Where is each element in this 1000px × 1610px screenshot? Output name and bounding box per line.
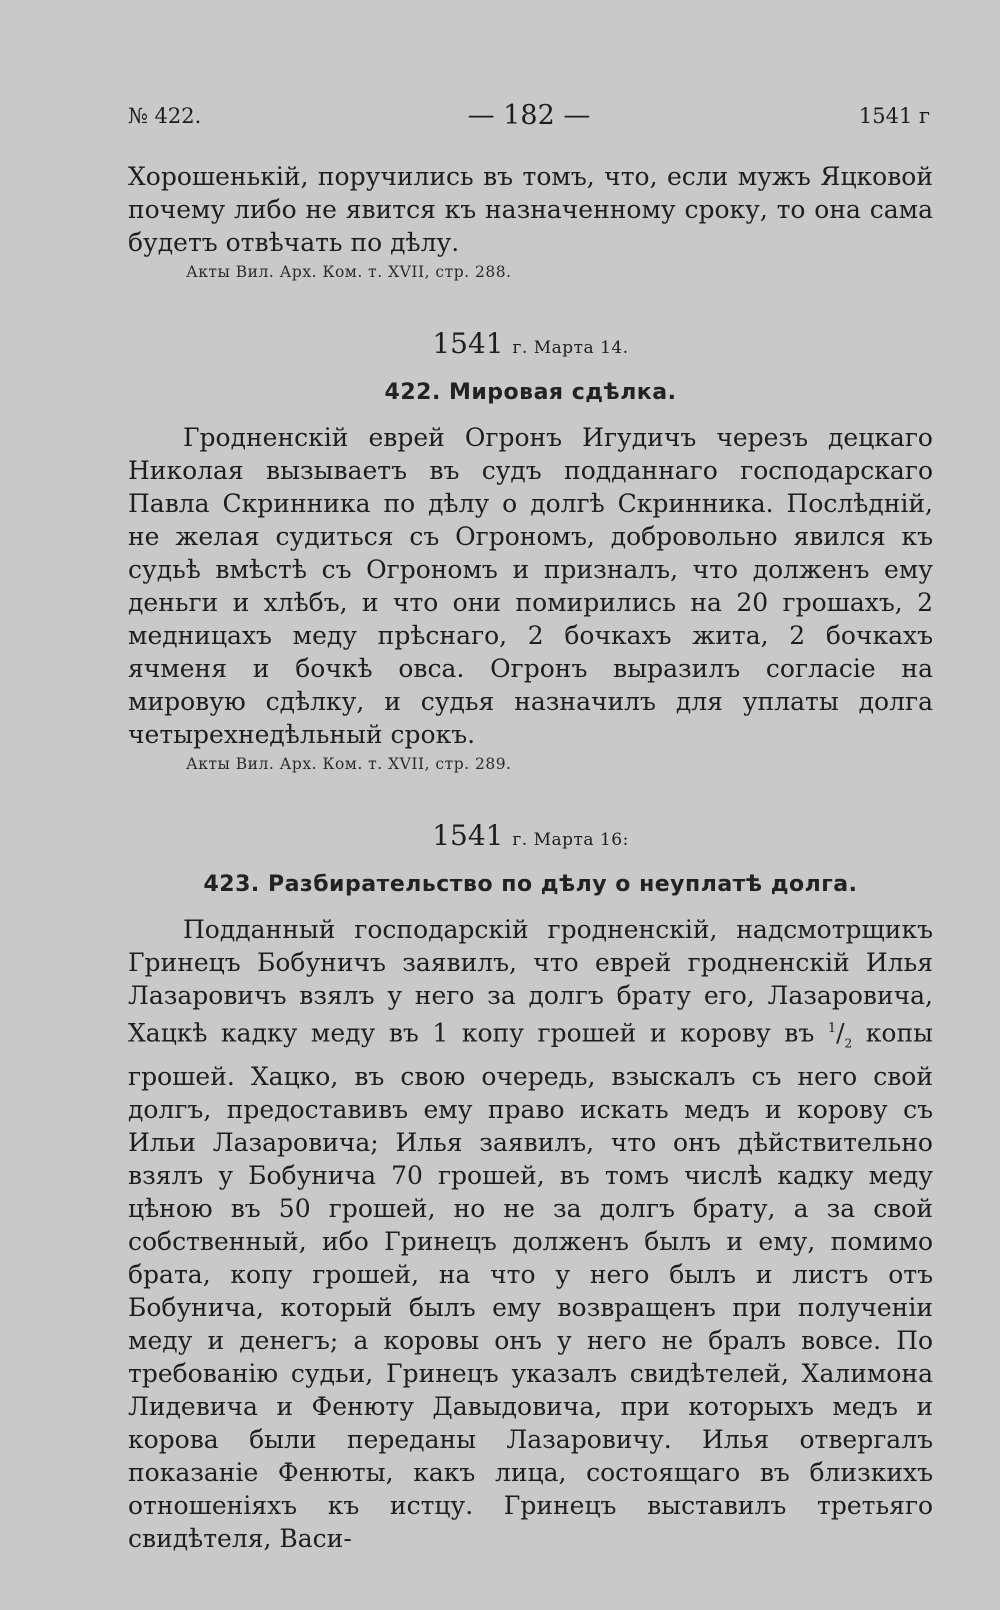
fraction-numerator: 1 (827, 1021, 837, 1036)
running-header (128, 100, 930, 138)
entry-422-citation: Акты Вил. Арх. Ком. т. XVII, стр. 289. (186, 755, 512, 773)
entry-423-text: Подданный господарскій гродненскій, надсмотрщикъ Гринецъ Бобуничъ заявилъ, что еврей гродненскій Илья Лазаровичъ взялъ у него за долгъ брату его, Лазаровича, Хацкѣ кадку меду въ 1 копу грошей и корову въ $^1/_2$ копы грошей. Хацко, въ свою очередь, взыскалъ съ него свой долгъ, предоставивъ ему право искать медъ и корову съ Ильи Лазаровича; Илья заявилъ, что онъ дѣйствительно взялъ у Бобунича 70 грошей, въ томъ числѣ кадку меду цѣною въ 50 грошей, но не за долгъ брату, а за свой собственный, ибо Гринецъ долженъ былъ и ему, помимо брата, копу грошей, на что у него былъ и листъ отъ Бобунича, который былъ ему возвращенъ при полученіи меду и денегъ; а коровы онъ у него не бралъ вовсе. По требованію судьи, Гринецъ указалъ свидѣтелей, Халимона Лидевича и Фенюту Давыдовича, при которыхъ медъ и корова были переданы Лазаровичу. Илья отвергалъ показаніе Фенюты, какъ лица, состоящаго въ близкихъ отношеніяхъ къ истцу. Гринецъ выставилъ третьяго свидѣтеля, Васи- (128, 915, 934, 1554)
entry-422-text: Гродненскій еврей Огронъ Игудичъ черезъ децкаго Николая вызываетъ въ судъ подданнаго господарскаго Павла Скринника по дѣлу о долгѣ Скринника. Послѣдній, не желая судиться съ Огрономъ, добровольно явился къ судьѣ вмѣстѣ съ Огрономъ и призналъ, что долженъ ему деньги и хлѣбъ, и что они помирились на 20 грошахъ, 2 медницахъ меду прѣснаго, 2 бочкахъ жита, 2 бочкахъ ячменя и бочкѣ овса. Огронъ выразилъ согласіе на мировую сдѣлку, и судья назначилъ для уплаты долга четырехнедѣльный срокъ. (128, 423, 933, 749)
document-number: № 422. (128, 104, 202, 128)
entry-422-year: 1541 (432, 327, 504, 360)
entry-423-day: г. Марта 16: (512, 830, 629, 850)
entry-422-date (128, 327, 933, 360)
entry-422-title: 422. Мировая сдѣлка. (384, 380, 677, 405)
entry-423-title: 423. Разбирательство по дѣлу о неуплатѣ долга. (203, 872, 858, 897)
page-number: — 182 — (467, 100, 591, 131)
prev-entry-citation: Акты Вил. Арх. Ком. т. XVII, стр. 288. (186, 263, 512, 281)
entry-422-day: г. Марта 14. (512, 338, 629, 358)
entry-423-year: 1541 (432, 819, 504, 852)
fraction-denominator: 2 (844, 1036, 853, 1051)
page-content (128, 160, 933, 1555)
prev-entry-text: Хорошенькій, поручились въ томъ, что, если мужъ Яцковой почему либо не явится къ назначенному сроку, то она сама будетъ отвѣчать по дѣлу. (128, 162, 933, 257)
header-year: 1541 г (858, 104, 930, 128)
entry-423-text-part2: копы грошей. Хацко, въ свою очередь, взыскалъ съ него свой долгъ, предоставивъ ему право искать медъ и корову съ Ильи Лазаровича; Илья заявилъ, что онъ дѣйствительно взялъ у Бобунича 70 грошей, въ томъ числѣ кадку меду цѣною въ 50 грошей, но не за долгъ брату, а за свой собственный, ибо Гринецъ долженъ былъ и ему, помимо брата, копу грошей, на что у него былъ и листъ отъ Бобунича, который былъ ему возвращенъ при полученіи меду и денегъ; а коровы онъ у него не бралъ вовсе. По требованію судьи, Гринецъ указалъ свидѣтелей, Халимона Лидевича и Фенюту Давыдовича, при которыхъ медъ и корова были переданы Лазаровичу. Илья отвергалъ показаніе Фенюты, какъ лица, состоящаго въ близкихъ отношеніяхъ къ истцу. Гринецъ выставилъ третьяго свидѣтеля, Васи- (128, 1018, 934, 1554)
entry-423-text-part1: Подданный господарскій гродненскій, надсмотрщикъ Гринецъ Бобуничъ заявилъ, что еврей гродненскій Илья Лазаровичъ взялъ у него за долгъ брату его, Лазаровича, Хацкѣ кадку меду въ 1 копу грошей и корову въ (128, 915, 933, 1048)
entry-423-date (128, 819, 933, 852)
